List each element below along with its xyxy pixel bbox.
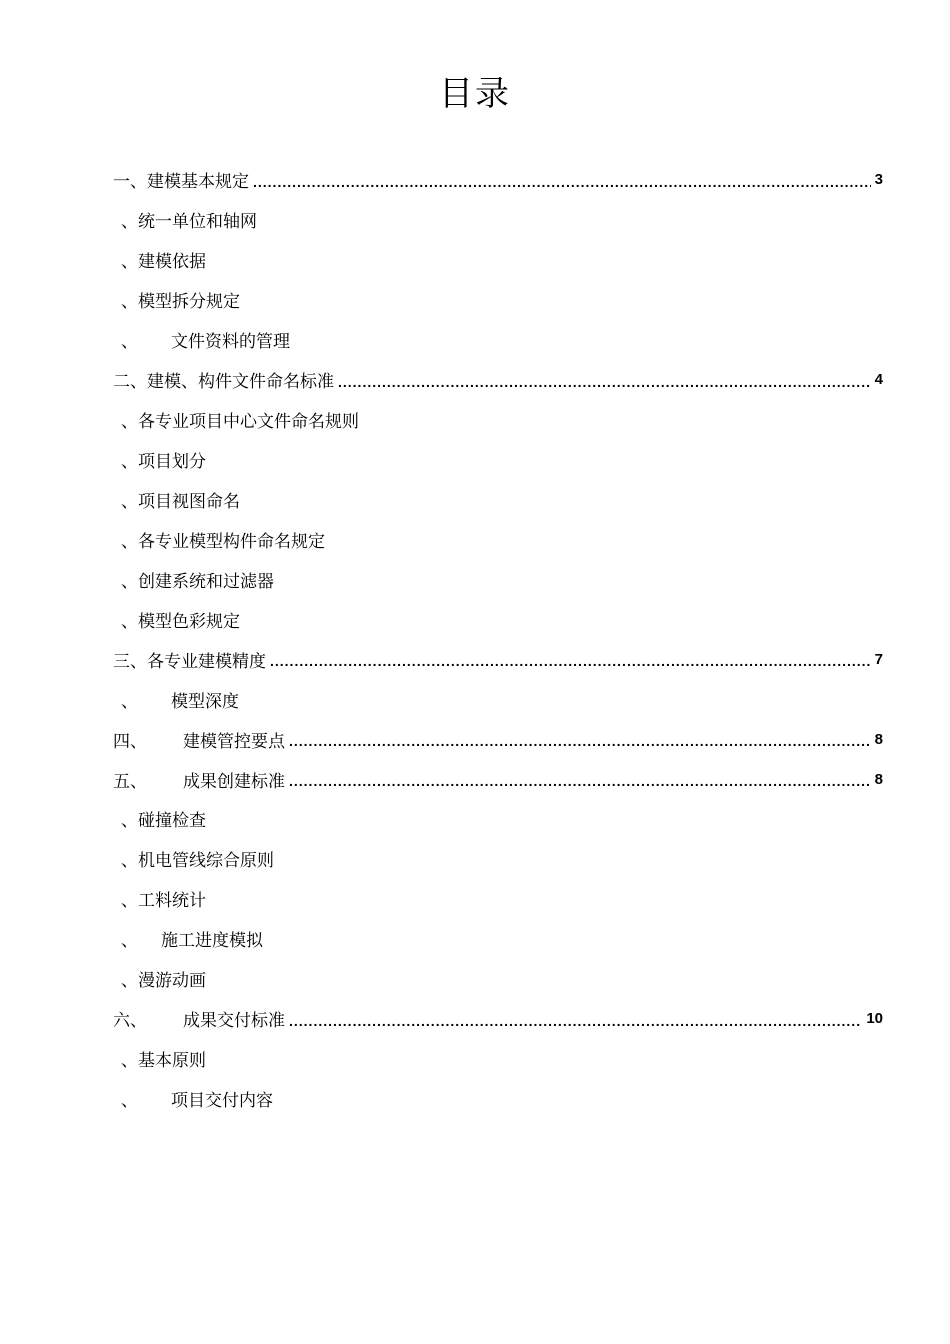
toc-entry-number: 、 [121,292,138,313]
toc-entry-number: 、 [121,412,138,433]
toc-entry-text: 项目划分 [138,452,206,473]
toc-entry-number: 二、 [113,372,147,393]
toc-entry-text: 漫游动画 [138,971,206,992]
toc-page-number: 8 [874,730,883,748]
toc-entry-text: 模型深度 [171,691,239,712]
toc-entry[interactable] [113,559,883,599]
toc-entry-number: 、 [121,811,138,832]
toc-entry-text: 项目视图命名 [138,491,240,512]
toc-entry[interactable] [113,839,883,879]
toc-entry[interactable] [113,999,883,1039]
toc-entry-text: 碰撞检查 [138,811,206,832]
toc-entry-number: 、 [121,891,138,912]
toc-leader-dots [253,174,871,190]
toc-entry-number: 四、 [113,731,147,752]
toc-entry-number: 三、 [113,651,147,672]
toc-entry[interactable] [113,759,883,799]
toc-entry[interactable] [113,160,883,200]
toc-entry-text: 各专业建模精度 [147,651,266,672]
toc-leader-dots [270,653,871,669]
toc-entry[interactable] [113,639,883,679]
toc-entry-number: 、 [121,1091,138,1112]
toc-entry-number: 六、 [113,1011,147,1032]
toc-entry-text: 文件资料的管理 [171,332,290,353]
toc-entry-number: 、 [121,531,138,552]
toc-entry-number: 、 [121,931,138,952]
toc-entry[interactable] [113,519,883,559]
toc-entry[interactable] [113,280,883,320]
toc-entry[interactable] [113,320,883,360]
toc-entry-text: 成果创建标准 [183,771,285,792]
toc-entry-text: 各专业项目中心文件命名规则 [138,412,359,433]
toc-page-number: 10 [866,1010,883,1028]
toc-entry[interactable] [113,1079,883,1119]
toc-leader-dots [338,374,871,390]
toc-leader-dots [289,1013,862,1029]
toc-entry-text: 各专业模型构件命名规定 [138,531,325,552]
toc-entry-text: 施工进度模拟 [161,931,263,952]
toc-entry-number: 、 [121,851,138,872]
toc-entry-number: 、 [121,491,138,512]
toc-title: 目录 [439,74,511,114]
toc-entry-text: 建模依据 [138,252,206,273]
toc-entry-text: 模型色彩规定 [138,611,240,632]
toc-page-number: 7 [874,650,883,668]
toc-entry-text: 建模管控要点 [183,731,285,752]
toc-entry[interactable] [113,440,883,480]
toc-page-number: 8 [874,770,883,788]
toc-entry[interactable] [113,679,883,719]
toc-entry-number: 、 [121,611,138,632]
toc-entry-number: 、 [121,452,138,473]
toc-list [113,160,883,1119]
toc-entry-number: 、 [121,1051,138,1072]
toc-entry-text: 成果交付标准 [183,1011,285,1032]
toc-entry-text: 模型拆分规定 [138,292,240,313]
toc-entry-number: 一、 [113,172,147,193]
toc-entry-number: 五、 [113,771,147,792]
toc-entry[interactable] [113,200,883,240]
toc-entry-number: 、 [121,691,138,712]
toc-entry[interactable] [113,919,883,959]
toc-leader-dots [289,733,871,749]
toc-page-number: 3 [874,171,883,189]
toc-entry-number: 、 [121,332,138,353]
toc-entry-number: 、 [121,252,138,273]
toc-entry-number: 、 [121,971,138,992]
toc-leader-dots [289,773,871,789]
toc-entry-text: 建模基本规定 [147,172,249,193]
toc-entry-text: 建模、构件文件命名标准 [147,372,334,393]
toc-entry[interactable] [113,879,883,919]
toc-entry-text: 统一单位和轴网 [138,212,257,233]
toc-entry-number: 、 [121,571,138,592]
toc-entry-text: 机电管线综合原则 [138,851,274,872]
toc-entry-text: 项目交付内容 [171,1091,273,1112]
toc-entry[interactable] [113,1039,883,1079]
toc-entry[interactable] [113,400,883,440]
toc-entry[interactable] [113,959,883,999]
toc-entry[interactable] [113,799,883,839]
toc-entry[interactable] [113,719,883,759]
toc-entry-text: 创建系统和过滤器 [138,571,274,592]
toc-entry-number: 、 [121,212,138,233]
toc-page-number: 4 [874,371,883,389]
toc-entry[interactable] [113,480,883,520]
toc-entry[interactable] [113,360,883,400]
toc-entry[interactable] [113,240,883,280]
toc-entry-text: 基本原则 [138,1051,206,1072]
toc-entry[interactable] [113,599,883,639]
toc-entry-text: 工料统计 [138,891,206,912]
